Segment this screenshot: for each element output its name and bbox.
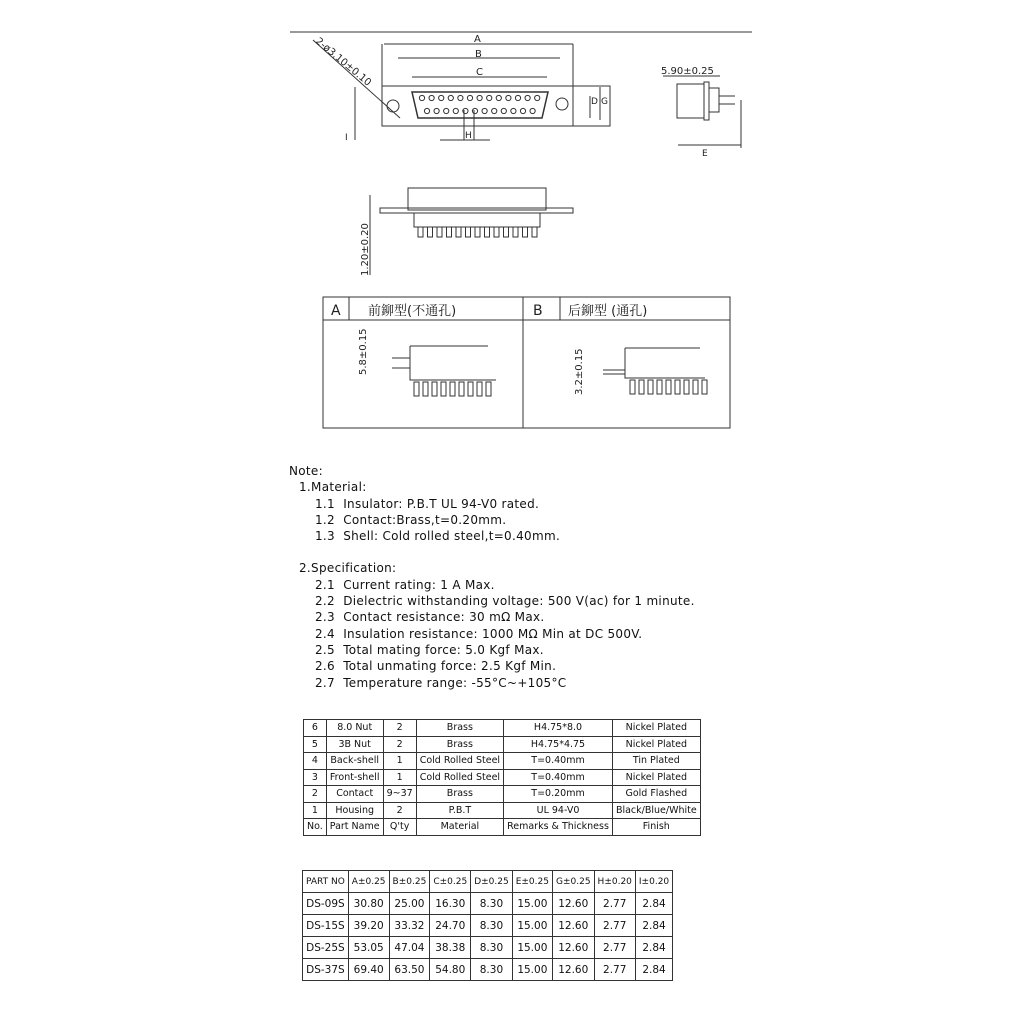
pin-icon (496, 95, 501, 100)
variant-b-dim: 3.2±0.15 (574, 348, 585, 395)
table-cell: 2.84 (635, 893, 672, 915)
table-cell: Remarks & Thickness (504, 819, 613, 836)
variant-b-letter: B (533, 303, 543, 319)
spec-note: 2.5 Total mating force: 5.0 Kgf Max. (315, 642, 544, 657)
pin-icon (441, 382, 446, 396)
pin-icon (477, 382, 482, 396)
table-cell: PART NO (303, 871, 349, 893)
table-cell: 63.50 (389, 959, 430, 981)
spec-note: 2.2 Dielectric withstanding voltage: 500 V(ac) for 1 minute. (315, 594, 695, 609)
pin-icon (419, 95, 424, 100)
table-cell: 1 (304, 802, 327, 819)
table-cell: 38.38 (430, 937, 471, 959)
table-cell: Nickel Plated (612, 720, 700, 737)
table-cell: T=0.40mm (504, 769, 613, 786)
pin-icon (657, 380, 662, 394)
depth-dim-label: 5.90±0.25 (661, 66, 714, 77)
dim-d-label: D (591, 97, 598, 107)
material-note: 1.2 Contact:Brass,t=0.20mm. (315, 512, 507, 527)
pin-icon (648, 380, 653, 394)
dim-c-label: C (476, 67, 483, 78)
table-row (304, 720, 701, 737)
table-cell: Nickel Plated (612, 736, 700, 753)
table-cell: 1 (383, 753, 416, 770)
pin-icon (423, 382, 428, 396)
variant-a-letter: A (331, 303, 341, 319)
table-cell: Cold Rolled Steel (416, 753, 503, 770)
dim-i-label: I (345, 133, 348, 143)
table-cell: Part Name (326, 819, 383, 836)
variant-a-dim: 5.8±0.15 (358, 328, 369, 375)
table-row (303, 937, 673, 959)
table-cell: UL 94-V0 (504, 802, 613, 819)
hole-dim-label: 2-ø3.10±0.10 (313, 35, 373, 89)
table-cell: 12.60 (552, 893, 594, 915)
spec-note: 2.6 Total unmating force: 2.5 Kgf Min. (315, 659, 557, 674)
dim-b-label: B (475, 49, 482, 60)
pin-icon (487, 95, 492, 100)
table-cell: DS-37S (303, 959, 349, 981)
table-cell: 1 (383, 769, 416, 786)
table-row (303, 959, 673, 981)
table-cell: 15.00 (512, 915, 552, 937)
pin-icon (513, 227, 518, 237)
table-cell: 12.60 (552, 959, 594, 981)
table-header-row (304, 819, 701, 836)
table-cell: 8.30 (471, 893, 513, 915)
table-row (304, 736, 701, 753)
table-cell: 2.77 (594, 937, 635, 959)
pin-icon (492, 108, 497, 113)
pin-icon (702, 380, 707, 394)
spec-note: 2.7 Temperature range: -55°C~+105°C (315, 675, 567, 690)
pin-icon (535, 95, 540, 100)
table-row (304, 769, 701, 786)
table-cell: 2.84 (635, 937, 672, 959)
variant-a-title: 前鉚型(不通孔) (368, 304, 457, 319)
table-cell: 54.80 (430, 959, 471, 981)
table-cell: 2.77 (594, 959, 635, 981)
pin-icon (453, 108, 458, 113)
table-cell: 33.32 (389, 915, 430, 937)
table-cell: 12.60 (552, 915, 594, 937)
table-cell: Finish (612, 819, 700, 836)
material-heading: 1.Material: (299, 480, 367, 495)
notes (289, 463, 695, 691)
pin-icon (432, 382, 437, 396)
table-row (303, 893, 673, 915)
pin-icon (506, 95, 511, 100)
pin-dim-label: 1.20±0.20 (360, 223, 371, 276)
table-cell: H±0.20 (594, 871, 635, 893)
table-row (304, 786, 701, 803)
table-cell: 16.30 (430, 893, 471, 915)
table-cell: 9~37 (383, 786, 416, 803)
pin-icon (456, 227, 461, 237)
table-cell: 53.05 (348, 937, 389, 959)
pin-icon (494, 227, 499, 237)
table-cell: Tin Plated (612, 753, 700, 770)
table-cell: I±0.20 (635, 871, 672, 893)
pin-icon (437, 227, 442, 237)
table-cell: 8.30 (471, 959, 513, 981)
table-cell: 2 (304, 786, 327, 803)
pin-icon (458, 95, 463, 100)
table-cell: 2 (383, 802, 416, 819)
table-cell: T=0.20mm (504, 786, 613, 803)
table-cell: Brass (416, 786, 503, 803)
table-cell: Back-shell (326, 753, 383, 770)
table-cell: E±0.25 (512, 871, 552, 893)
table-cell: Cold Rolled Steel (416, 769, 503, 786)
table-cell: C±0.25 (430, 871, 471, 893)
table-cell: 30.80 (348, 893, 389, 915)
pin-icon (428, 227, 433, 237)
table-cell: 8.30 (471, 937, 513, 959)
pin-icon (466, 227, 471, 237)
table-row (304, 802, 701, 819)
notes-title: Note: (289, 464, 323, 478)
table-cell: D±0.25 (471, 871, 513, 893)
table-cell: 6 (304, 720, 327, 737)
table-cell: H4.75*8.0 (504, 720, 613, 737)
table-cell: 8.0 Nut (326, 720, 383, 737)
pin-icon (429, 95, 434, 100)
table-cell: 2.77 (594, 915, 635, 937)
pin-icon (475, 227, 480, 237)
table-cell: Gold Flashed (612, 786, 700, 803)
table-cell: Material (416, 819, 503, 836)
pin-icon (424, 108, 429, 113)
front-view (313, 34, 610, 143)
pin-icon (630, 380, 635, 394)
table-cell: DS-15S (303, 915, 349, 937)
table-cell: A±0.25 (348, 871, 389, 893)
table-cell: Q'ty (383, 819, 416, 836)
table-cell: 39.20 (348, 915, 389, 937)
table-cell: B±0.25 (389, 871, 430, 893)
pin-icon (414, 382, 419, 396)
table-cell: DS-09S (303, 893, 349, 915)
table-cell: 4 (304, 753, 327, 770)
parts-table (303, 719, 701, 836)
pin-icon (501, 108, 506, 113)
spec-note: 2.1 Current rating: 1 A Max. (315, 577, 495, 592)
table-cell: T=0.40mm (504, 753, 613, 770)
table-cell: G±0.25 (552, 871, 594, 893)
table-header-row (303, 871, 673, 893)
table-cell: 2 (383, 736, 416, 753)
table-cell: H4.75*4.75 (504, 736, 613, 753)
table-cell: Front-shell (326, 769, 383, 786)
material-note: 1.1 Insulator: P.B.T UL 94-V0 rated. (315, 496, 540, 511)
table-row (304, 753, 701, 770)
side-view (661, 66, 741, 159)
table-cell: P.B.T (416, 802, 503, 819)
table-cell: 15.00 (512, 959, 552, 981)
material-note: 1.3 Shell: Cold rolled steel,t=0.40mm. (315, 529, 561, 544)
pin-icon (467, 95, 472, 100)
table-cell: 47.04 (389, 937, 430, 959)
table-cell: Contact (326, 786, 383, 803)
pin-icon (468, 382, 473, 396)
pin-icon (485, 227, 490, 237)
pin-icon (515, 95, 520, 100)
table-cell: 25.00 (389, 893, 430, 915)
dimensions-table (302, 870, 673, 981)
table-cell: 3 (304, 769, 327, 786)
table-cell: Brass (416, 736, 503, 753)
table-cell: Nickel Plated (612, 769, 700, 786)
rivet-variants (323, 297, 730, 428)
table-cell: 5 (304, 736, 327, 753)
pin-icon (444, 108, 449, 113)
table-cell: 69.40 (348, 959, 389, 981)
table-cell: 24.70 (430, 915, 471, 937)
pin-icon (666, 380, 671, 394)
table-row (303, 915, 673, 937)
pin-icon (532, 227, 537, 237)
pin-icon (530, 108, 535, 113)
pin-icon (418, 227, 423, 237)
pin-icon (511, 108, 516, 113)
pin-icon (504, 227, 509, 237)
pin-icon (520, 108, 525, 113)
table-cell: No. (304, 819, 327, 836)
pin-icon (675, 380, 680, 394)
pin-icon (482, 108, 487, 113)
variant-b-title: 后鉚型 (通孔) (568, 304, 648, 319)
pin-icon (459, 382, 464, 396)
table-cell: 2.84 (635, 915, 672, 937)
spec-note: 2.4 Insulation resistance: 1000 MΩ Min at DC 500V. (315, 626, 643, 641)
table-cell: 12.60 (552, 937, 594, 959)
pin-icon (477, 95, 482, 100)
table-cell: 15.00 (512, 893, 552, 915)
table-cell: 3B Nut (326, 736, 383, 753)
table-cell: 8.30 (471, 915, 513, 937)
table-cell: Black/Blue/White (612, 802, 700, 819)
top-view (360, 188, 573, 276)
table-cell: 2 (383, 720, 416, 737)
pin-icon (525, 95, 530, 100)
table-cell: 15.00 (512, 937, 552, 959)
spec-note: 2.3 Contact resistance: 30 mΩ Max. (315, 610, 545, 625)
pin-icon (523, 227, 528, 237)
spec-heading: 2.Specification: (299, 561, 397, 576)
table-cell: DS-25S (303, 937, 349, 959)
dim-h-label: H (465, 131, 472, 141)
table-cell: 2.84 (635, 959, 672, 981)
pin-icon (684, 380, 689, 394)
dim-a-label: A (474, 34, 481, 45)
pin-icon (486, 382, 491, 396)
dim-g-label: G (601, 97, 608, 107)
table-cell: 2.77 (594, 893, 635, 915)
table-cell: Brass (416, 720, 503, 737)
pin-icon (434, 108, 439, 113)
pin-icon (447, 227, 452, 237)
pin-icon (439, 95, 444, 100)
pin-icon (472, 108, 477, 113)
pin-icon (693, 380, 698, 394)
pin-icon (639, 380, 644, 394)
table-cell: Housing (326, 802, 383, 819)
dim-e-label: E (702, 149, 708, 159)
pin-icon (450, 382, 455, 396)
pin-icon (448, 95, 453, 100)
